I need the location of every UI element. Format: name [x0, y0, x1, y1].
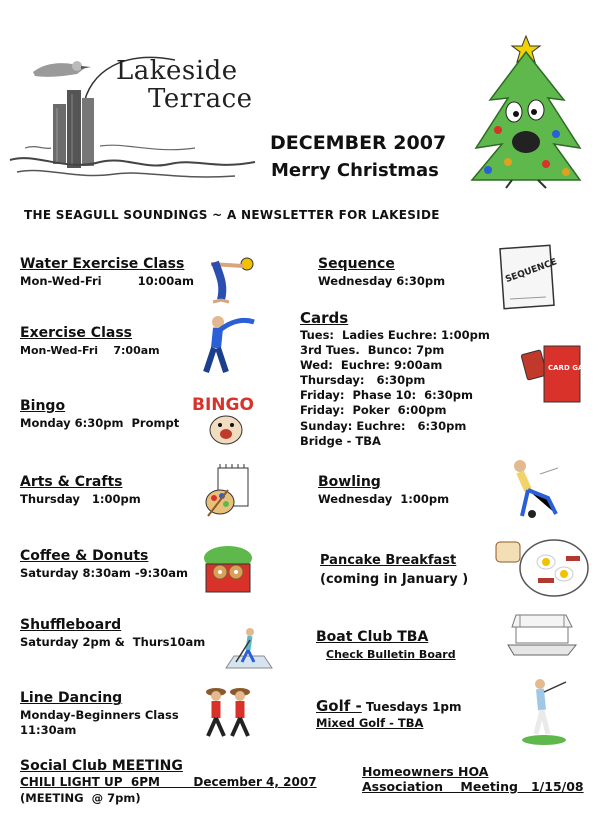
event-pancake-breakfast [320, 553, 468, 587]
event-bowling [318, 474, 449, 507]
event-title: Bowling [318, 474, 381, 490]
event-schedule: Mon-Wed-Fri 10:00am [20, 274, 194, 288]
event-golf [316, 696, 462, 731]
event-title: Water Exercise Class [20, 256, 185, 272]
event-schedule: Monday-Beginners Class [20, 708, 179, 722]
cards-schedule-line: Friday: Phase 10: 6:30pm [300, 388, 473, 403]
meeting-time: (MEETING @ 7pm) [20, 791, 141, 805]
social-club-meeting [20, 758, 317, 806]
newsletter-greeting: Merry Christmas [271, 160, 439, 181]
bowler-icon [506, 458, 562, 528]
event-title: Cards [300, 309, 349, 327]
newsletter-date: DECEMBER 2007 [270, 132, 447, 154]
event-schedule: Mon-Wed-Fri 7:00am [20, 344, 160, 357]
social-club-title: Social Club MEETING [20, 758, 183, 774]
event-title: Golf - [316, 697, 362, 715]
event-exercise-class [20, 325, 160, 358]
donut-box-icon [196, 542, 258, 602]
event-schedule: Saturday 2pm & Thurs10am [20, 635, 206, 649]
event-sequence [318, 256, 445, 289]
hoa-title: Homeowners HOA [362, 764, 489, 779]
event-schedule: (coming in January ) [320, 572, 469, 587]
cards-schedule-line: 3rd Tues. Bunco: 7pm [300, 343, 445, 358]
event-boat-club [316, 629, 456, 662]
event-schedule: Mixed Golf - TBA [316, 716, 424, 730]
cards-schedule-line: Bridge - TBA [300, 433, 381, 448]
event-shuffleboard [20, 617, 205, 650]
event-line-dancing [20, 690, 179, 738]
cards-schedule-line: Thursday: 6:30pm [300, 373, 426, 388]
chili-light-up: CHILI LIGHT UP 6PM December 4, 2007 [20, 775, 317, 789]
svg-text:CARD GAMES: CARD GAMES [548, 364, 600, 372]
svg-text:BINGO: BINGO [192, 395, 254, 415]
card-games-box-icon [520, 342, 600, 410]
homeowners-association-meeting [362, 764, 584, 794]
event-title: Line Dancing [20, 690, 123, 706]
event-coffee-donuts [20, 548, 188, 581]
event-title-suffix: Tuesdays 1pm [361, 700, 462, 714]
hoa-meeting-date: Association Meeting 1/15/08 [362, 779, 584, 794]
bingo-icon [190, 390, 260, 450]
swimmer-icon [205, 254, 260, 308]
event-title: Pancake Breakfast [320, 553, 457, 568]
event-title: Exercise Class [20, 325, 132, 341]
shuffleboard-player-icon [224, 626, 274, 674]
pontoon-boat-icon [506, 605, 578, 665]
logo-text-terrace: Terrace [148, 84, 253, 114]
exercise-person-icon [196, 312, 258, 380]
event-title: Coffee & Donuts [20, 548, 149, 564]
event-water-exercise [20, 256, 194, 289]
cards-schedule-list [300, 328, 490, 449]
palette-icon [204, 466, 252, 522]
cards-schedule-line: Friday: Poker 6:00pm [300, 403, 447, 418]
event-bingo [20, 398, 179, 431]
event-cards [300, 309, 490, 449]
event-schedule: Wednesday 6:30pm [318, 274, 446, 288]
event-title: Boat Club TBA [316, 629, 429, 645]
sequence-game-box-icon [500, 245, 558, 315]
event-schedule: Check Bulletin Board [326, 648, 456, 661]
event-schedule: Monday 6:30pm Prompt [20, 416, 180, 430]
event-title: Bingo [20, 398, 66, 414]
event-arts-crafts [20, 474, 141, 507]
cards-schedule-line: Sunday: Euchre: 6:30pm [300, 418, 467, 433]
event-title: Shuffleboard [20, 617, 122, 633]
christmas-tree-icon [468, 30, 592, 190]
event-schedule: Wednesday 1:00pm [318, 492, 450, 506]
newsletter-tagline: THE SEAGULL SOUNDINGS ~ A NEWSLETTER FOR LAKESIDE [24, 208, 440, 222]
cards-schedule-line: Wed: Euchre: 9:00am [300, 358, 443, 373]
event-schedule: Saturday 8:30am -9:30am [20, 566, 189, 580]
logo-text-lakeside: Lakeside [116, 56, 238, 86]
golfer-icon [520, 676, 572, 752]
svg-text:SEQUENCE: SEQUENCE [504, 257, 559, 286]
cards-schedule-line: Tues: Ladies Euchre: 1:00pm [300, 328, 490, 342]
event-title: Sequence [318, 256, 395, 272]
line-dancers-icon [198, 684, 262, 744]
golf-title-row [316, 696, 462, 715]
event-title: Arts & Crafts [20, 474, 123, 490]
breakfast-plate-icon [494, 536, 590, 602]
event-schedule: Thursday 1:00pm [20, 492, 141, 506]
event-schedule-time: 11:30am [20, 723, 77, 737]
